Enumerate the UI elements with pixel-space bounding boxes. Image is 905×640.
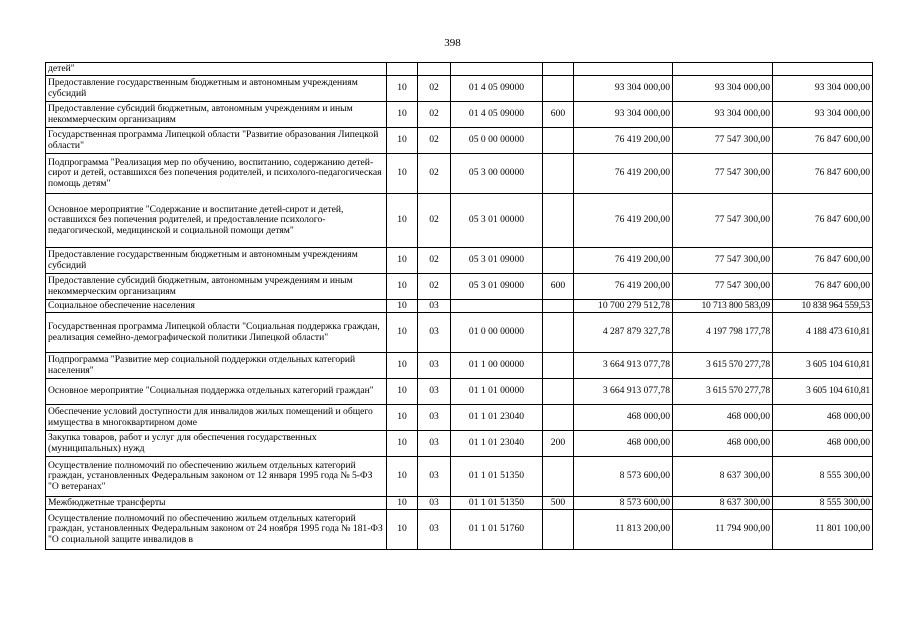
row-name-cell: Осуществление полномочий по обеспечению жильем отдельных категорий граждан, установленных Федеральным законом от 24 ноября 1995 года № 181-ФЗ "О социальной защите инвалидов в (46, 510, 387, 550)
table-row (46, 313, 873, 353)
target-article-cell: 01 1 01 23040 (451, 431, 543, 457)
section-cell: 10 (387, 405, 418, 431)
target-article-cell: 01 1 01 51350 (451, 497, 543, 510)
amount-year1-cell: 4 287 879 327,78 (574, 313, 673, 353)
amount-year1-cell: 93 304 000,00 (574, 76, 673, 102)
amount-year3-cell: 10 838 964 559,53 (773, 300, 873, 313)
amount-year1-cell: 76 419 200,00 (574, 194, 673, 248)
subsection-cell: 03 (418, 353, 451, 379)
section-cell: 10 (387, 76, 418, 102)
table-row (46, 102, 873, 128)
amount-year3-cell: 3 605 104 610,81 (773, 353, 873, 379)
amount-year3-cell: 4 188 473 610,81 (773, 313, 873, 353)
subsection-cell: 02 (418, 102, 451, 128)
section-cell (387, 63, 418, 76)
expense-type-cell (543, 457, 574, 497)
expense-type-cell (543, 300, 574, 313)
expense-type-cell (543, 76, 574, 102)
subsection-cell: 02 (418, 194, 451, 248)
section-cell: 10 (387, 431, 418, 457)
amount-year2-cell: 8 637 300,00 (673, 497, 773, 510)
amount-year1-cell: 76 419 200,00 (574, 154, 673, 194)
row-name-cell: Предоставление субсидий бюджетным, автономным учреждениям и иным некоммерческим организациям (46, 274, 387, 300)
amount-year2-cell: 93 304 000,00 (673, 76, 773, 102)
row-name-cell: детей" (46, 63, 387, 76)
target-article-cell (451, 300, 543, 313)
amount-year2-cell: 77 547 300,00 (673, 154, 773, 194)
expense-type-cell (543, 510, 574, 550)
amount-year1-cell: 468 000,00 (574, 405, 673, 431)
subsection-cell: 03 (418, 379, 451, 405)
amount-year3-cell: 93 304 000,00 (773, 76, 873, 102)
row-name-cell: Предоставление субсидий бюджетным, автономным учреждениям и иным некоммерческим организациям (46, 102, 387, 128)
subsection-cell: 02 (418, 154, 451, 194)
subsection-cell: 02 (418, 274, 451, 300)
amount-year3-cell: 468 000,00 (773, 405, 873, 431)
section-cell: 10 (387, 248, 418, 274)
target-article-cell: 05 3 01 00000 (451, 194, 543, 248)
table-row (46, 353, 873, 379)
target-article-cell: 05 3 01 09000 (451, 274, 543, 300)
expense-type-cell: 500 (543, 497, 574, 510)
row-name-cell: Подпрограмма "Реализация мер по обучению, воспитанию, содержанию детей-сирот и детей, оставшихся без попечения родителей, и психолого-педагогическая помощь детям" (46, 154, 387, 194)
amount-year2-cell: 4 197 798 177,78 (673, 313, 773, 353)
amount-year1-cell: 76 419 200,00 (574, 128, 673, 154)
target-article-cell: 01 4 05 09000 (451, 76, 543, 102)
subsection-cell (418, 63, 451, 76)
table-row (46, 379, 873, 405)
subsection-cell: 03 (418, 405, 451, 431)
target-article-cell: 01 1 00 00000 (451, 353, 543, 379)
section-cell: 10 (387, 300, 418, 313)
table-body (46, 63, 873, 550)
row-name-cell: Осуществление полномочий по обеспечению жильем отдельных категорий граждан, установленных Федеральным законом от 12 января 1995 года № 5-ФЗ "О ветеранах" (46, 457, 387, 497)
subsection-cell: 03 (418, 510, 451, 550)
section-cell: 10 (387, 510, 418, 550)
target-article-cell: 01 0 00 00000 (451, 313, 543, 353)
table-row (46, 497, 873, 510)
row-name-cell: Основное мероприятие "Содержание и воспитание детей-сирот и детей, оставшихся без попечения родителей, и предоставление психолого-педагогической, медицинской и социальной помощи детям" (46, 194, 387, 248)
expense-type-cell: 200 (543, 431, 574, 457)
table-row (46, 154, 873, 194)
amount-year1-cell: 3 664 913 077,78 (574, 379, 673, 405)
amount-year1-cell: 10 700 279 512,78 (574, 300, 673, 313)
table-row (46, 300, 873, 313)
section-cell: 10 (387, 128, 418, 154)
amount-year3-cell: 76 847 600,00 (773, 128, 873, 154)
expense-type-cell (543, 379, 574, 405)
amount-year1-cell: 3 664 913 077,78 (574, 353, 673, 379)
amount-year2-cell: 10 713 800 583,09 (673, 300, 773, 313)
row-name-cell: Государственная программа Липецкой области "Развитие образования Липецкой области" (46, 128, 387, 154)
amount-year3-cell: 8 555 300,00 (773, 497, 873, 510)
subsection-cell: 03 (418, 457, 451, 497)
expense-type-cell (543, 313, 574, 353)
row-name-cell: Государственная программа Липецкой области "Социальная поддержка граждан, реализация семейно-демографической политики Липецкой области" (46, 313, 387, 353)
amount-year1-cell: 8 573 600,00 (574, 457, 673, 497)
amount-year3-cell: 11 801 100,00 (773, 510, 873, 550)
expense-type-cell (543, 194, 574, 248)
amount-year2-cell: 77 547 300,00 (673, 274, 773, 300)
target-article-cell (451, 63, 543, 76)
row-name-cell: Предоставление государственным бюджетным и автономным учреждениям субсидий (46, 248, 387, 274)
amount-year2-cell: 468 000,00 (673, 431, 773, 457)
expense-type-cell (543, 405, 574, 431)
row-name-cell: Предоставление государственным бюджетным и автономным учреждениям субсидий (46, 76, 387, 102)
amount-year1-cell: 76 419 200,00 (574, 248, 673, 274)
section-cell: 10 (387, 497, 418, 510)
table-row (46, 194, 873, 248)
row-name-cell: Социальное обеспечение населения (46, 300, 387, 313)
amount-year1-cell: 468 000,00 (574, 431, 673, 457)
section-cell: 10 (387, 379, 418, 405)
row-name-cell: Подпрограмма "Развитие мер социальной поддержки отдельных категорий населения" (46, 353, 387, 379)
section-cell: 10 (387, 102, 418, 128)
amount-year2-cell: 77 547 300,00 (673, 194, 773, 248)
amount-year2-cell: 3 615 570 277,78 (673, 353, 773, 379)
table-row (46, 274, 873, 300)
amount-year3-cell: 76 847 600,00 (773, 248, 873, 274)
target-article-cell: 01 1 01 51760 (451, 510, 543, 550)
expense-type-cell (543, 248, 574, 274)
amount-year2-cell: 93 304 000,00 (673, 102, 773, 128)
amount-year2-cell: 77 547 300,00 (673, 128, 773, 154)
amount-year1-cell: 76 419 200,00 (574, 274, 673, 300)
subsection-cell: 02 (418, 76, 451, 102)
subsection-cell: 03 (418, 313, 451, 353)
expense-type-cell (543, 63, 574, 76)
amount-year3-cell: 468 000,00 (773, 431, 873, 457)
amount-year3-cell: 93 304 000,00 (773, 102, 873, 128)
amount-year1-cell: 8 573 600,00 (574, 497, 673, 510)
amount-year2-cell (673, 63, 773, 76)
target-article-cell: 01 1 01 23040 (451, 405, 543, 431)
section-cell: 10 (387, 194, 418, 248)
table-row (46, 405, 873, 431)
expense-type-cell (543, 154, 574, 194)
amount-year2-cell: 11 794 900,00 (673, 510, 773, 550)
expense-type-cell (543, 128, 574, 154)
target-article-cell: 05 3 01 09000 (451, 248, 543, 274)
page-number: 398 (444, 37, 461, 49)
amount-year2-cell: 8 637 300,00 (673, 457, 773, 497)
target-article-cell: 01 1 01 51350 (451, 457, 543, 497)
section-cell: 10 (387, 353, 418, 379)
table-row (46, 510, 873, 550)
table-row (46, 457, 873, 497)
amount-year3-cell: 76 847 600,00 (773, 274, 873, 300)
target-article-cell: 01 1 01 00000 (451, 379, 543, 405)
amount-year2-cell: 3 615 570 277,78 (673, 379, 773, 405)
amount-year3-cell: 3 605 104 610,81 (773, 379, 873, 405)
section-cell: 10 (387, 274, 418, 300)
row-name-cell: Основное мероприятие "Социальная поддержка отдельных категорий граждан" (46, 379, 387, 405)
table-row (46, 76, 873, 102)
table-row (46, 128, 873, 154)
budget-table (45, 62, 873, 550)
amount-year3-cell: 76 847 600,00 (773, 154, 873, 194)
subsection-cell: 02 (418, 248, 451, 274)
row-name-cell: Закупка товаров, работ и услуг для обеспечения государственных (муниципальных) нужд (46, 431, 387, 457)
expense-type-cell: 600 (543, 274, 574, 300)
amount-year1-cell: 11 813 200,00 (574, 510, 673, 550)
table-row (46, 63, 873, 76)
section-cell: 10 (387, 154, 418, 194)
target-article-cell: 05 3 00 00000 (451, 154, 543, 194)
amount-year2-cell: 468 000,00 (673, 405, 773, 431)
subsection-cell: 03 (418, 431, 451, 457)
amount-year1-cell: 93 304 000,00 (574, 102, 673, 128)
table-row (46, 431, 873, 457)
target-article-cell: 01 4 05 09000 (451, 102, 543, 128)
subsection-cell: 03 (418, 300, 451, 313)
table-row (46, 248, 873, 274)
row-name-cell: Межбюджетные трансферты (46, 497, 387, 510)
amount-year3-cell (773, 63, 873, 76)
subsection-cell: 03 (418, 497, 451, 510)
amount-year3-cell: 76 847 600,00 (773, 194, 873, 248)
amount-year1-cell (574, 63, 673, 76)
expense-type-cell (543, 353, 574, 379)
expense-type-cell: 600 (543, 102, 574, 128)
row-name-cell: Обеспечение условий доступности для инвалидов жилых помещений и общего имущества в многоквартирном доме (46, 405, 387, 431)
target-article-cell: 05 0 00 00000 (451, 128, 543, 154)
amount-year2-cell: 77 547 300,00 (673, 248, 773, 274)
section-cell: 10 (387, 313, 418, 353)
subsection-cell: 02 (418, 128, 451, 154)
section-cell: 10 (387, 457, 418, 497)
amount-year3-cell: 8 555 300,00 (773, 457, 873, 497)
